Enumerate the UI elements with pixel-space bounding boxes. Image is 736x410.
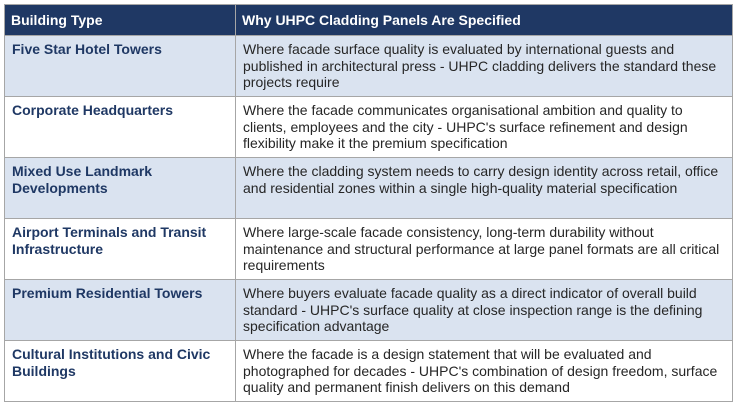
table-row: [5, 219, 733, 280]
header-reason: Why UHPC Cladding Panels Are Specified: [236, 5, 733, 36]
building-type-cell: Airport Terminals and Transit Infrastructure: [5, 219, 236, 280]
building-type-cell: Five Star Hotel Towers: [5, 36, 236, 97]
building-type-cell: Mixed Use Landmark Developments: [5, 158, 236, 219]
header-row: [5, 5, 733, 36]
table-row: [5, 341, 733, 402]
reason-cell: Where the facade is a design statement that will be evaluated and photographed for decades - UHPC's combination of design freedom, surface quality and permanent finish delivers on this demand: [236, 341, 733, 402]
table-row: [5, 36, 733, 97]
building-type-table: [4, 4, 733, 402]
reason-cell: Where the cladding system needs to carry design identity across retail, office and residential zones within a single high-quality material specification: [236, 158, 733, 219]
table-container: [4, 4, 732, 402]
building-type-cell: Corporate Headquarters: [5, 97, 236, 158]
table-row: [5, 97, 733, 158]
table-row: [5, 280, 733, 341]
reason-cell: Where facade surface quality is evaluated by international guests and published in architectural press - UHPC cladding delivers the standard these projects require: [236, 36, 733, 97]
reason-cell: Where the facade communicates organisational ambition and quality to clients, employees and the city - UHPC's surface refinement and design flexibility make it the premium specification: [236, 97, 733, 158]
reason-cell: Where buyers evaluate facade quality as a direct indicator of overall build standard - UHPC's surface quality at close inspection range is the defining specification advantage: [236, 280, 733, 341]
building-type-cell: Cultural Institutions and Civic Buildings: [5, 341, 236, 402]
reason-cell: Where large-scale facade consistency, long-term durability without maintenance and structural performance at large panel formats are all critical requirements: [236, 219, 733, 280]
table-row: [5, 158, 733, 219]
header-building-type: Building Type: [5, 5, 236, 36]
building-type-cell: Premium Residential Towers: [5, 280, 236, 341]
